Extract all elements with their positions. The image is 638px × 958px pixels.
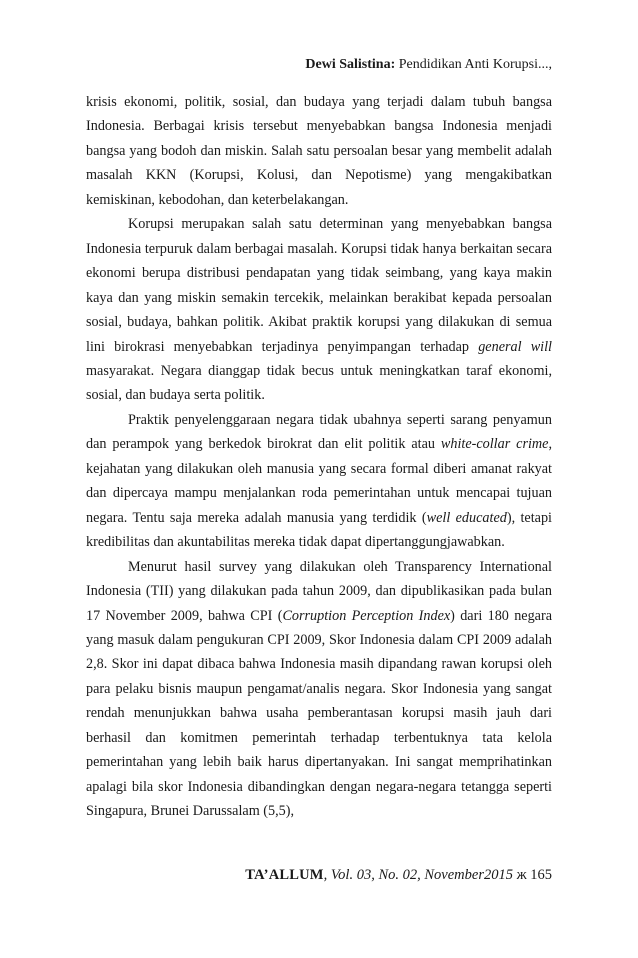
footer-issue: , Vol. 03, No. 02, November2015 — [323, 867, 513, 883]
italic-term: general will — [478, 338, 552, 355]
paragraph-text: Praktik penyelenggaraan negara tidak ubahnya seperti sarang penyamun dan perampok yang berkedok birokrat dan elit politik atau — [86, 411, 552, 453]
paragraph-text: ), tetapi kredibilitas dan akuntabilitas mereka tidak dapat dipertanggungjawabkan. — [86, 509, 552, 551]
footer-separator: ж — [512, 867, 531, 883]
paragraph-text: ) dari 180 negara yang masuk dalam pengukuran CPI 2009, Skor Indonesia dalam CPI 2009 adalah 2,8. Skor ini dapat dibaca bahwa Indonesia masih dipandang rawan korupsi oleh para pelaku bisnis maupun pengamat/analis negara. Skor Indonesia yang sangat rendah menunjukkan bahwa usaha pemberantasan korupsi masih jauh dari berhasil dan komitmen pemerintah terhadap terbentuknya tata kelola pemerintahan yang lebih baik harus dipertanyakan. Ini sangat memprihatinkan apalagi bila skor Indonesia dibandingkan dengan negara-negara tetangga seperti Singapura, Brunei Darussalam (5,5), — [86, 607, 552, 820]
italic-term: well educated — [426, 509, 507, 526]
footer-journal: TA’ALLUM — [245, 867, 324, 883]
paragraph-text: krisis ekonomi, politik, sosial, dan budaya yang terjadi dalam tubuh bangsa Indonesia. Berbagai krisis tersebut menyebabkan bangsa Indonesia menjadi bangsa yang bodoh dan miskin. Salah satu persoalan besar yang membelit adalah masalah KKN (Korupsi, Kolusi, dan Nepotisme) yang mengakibatkan kemiskinan, kebodohan, dan keterbelakangan. — [86, 94, 552, 208]
paragraph-2 — [86, 212, 552, 408]
paragraph-text: Korupsi merupakan salah satu determinan yang menyebabkan bangsa Indonesia terpuruk dalam berbagai masalah. Korupsi tidak hanya berkaitan secara ekonomi berupa distribusi pendapatan yang tidak seimbang, yang kaya makin kaya dan yang miskin semakin tercekik, melainkan berakibat kepada persoalan sosial, budaya, bahkan politik. Akibat praktik korupsi yang dilakukan di semua lini birokrasi menyebabkan terjadinya penyimpangan terhadap — [86, 216, 552, 355]
page-footer — [86, 866, 552, 884]
header-title: Pendidikan Anti Korupsi..., — [395, 57, 552, 72]
paragraph-text: Menurut hasil survey yang dilakukan oleh Transparency International Indonesia (TII) yang dilakukan pada tahun 2009, dan dipublikasikan pada bulan 17 November 2009, bahwa CPI ( — [86, 558, 552, 624]
paragraph-3 — [86, 408, 552, 555]
body-text — [86, 90, 552, 824]
italic-term: Corruption Perception Index — [282, 607, 451, 624]
paragraph-text: , kejahatan yang dilakukan oleh manusia yang secara formal diberi amanat rakyat dan dipercaya mampu menjalankan roda pemerintahan untuk mencapai tujuan negara. Tentu saja mereka adalah manusia yang terdidik ( — [86, 436, 552, 526]
paragraph-4 — [86, 555, 552, 824]
page-number: 165 — [530, 867, 552, 883]
paragraph-1 — [86, 90, 552, 212]
running-header — [86, 56, 552, 74]
italic-term: white-collar crime — [440, 436, 549, 453]
paragraph-text: masyarakat. Negara dianggap tidak becus untuk meningkatkan taraf ekonomi, sosial, dan budaya serta politik. — [86, 362, 552, 404]
header-author: Dewi Salistina: — [305, 57, 396, 72]
